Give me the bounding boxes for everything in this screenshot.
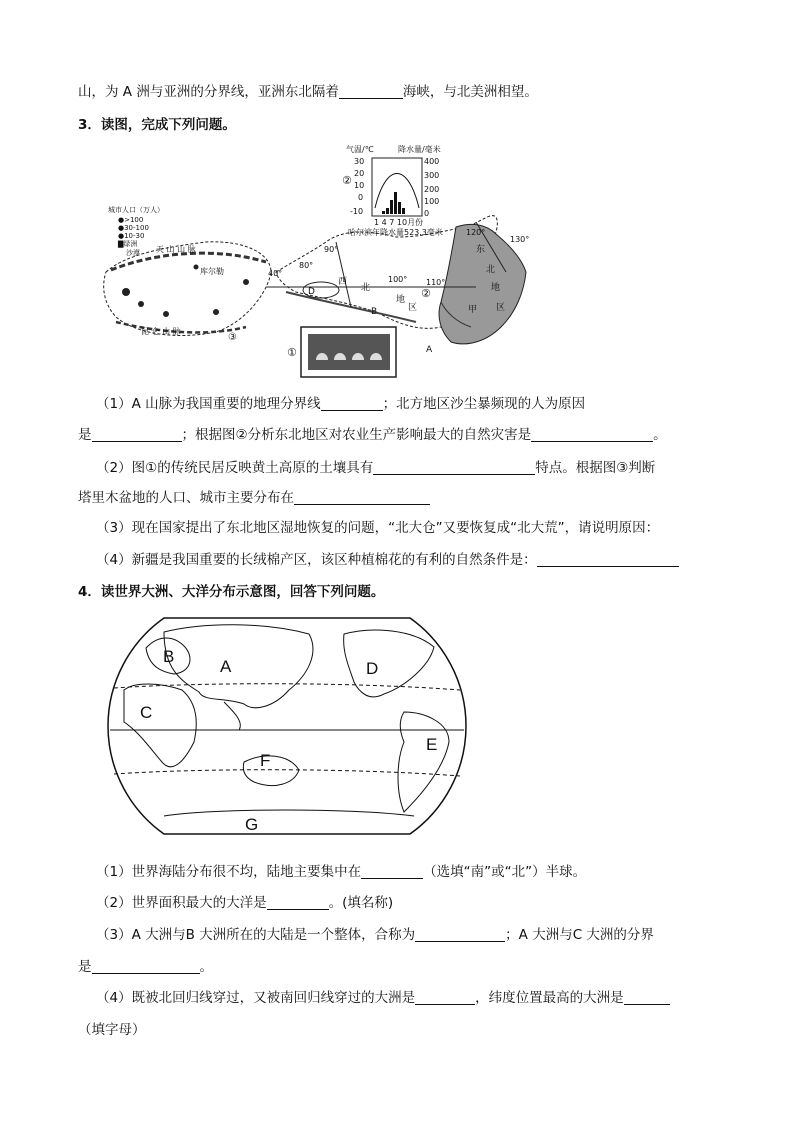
deg100-label: 100° [388, 275, 408, 284]
label-qu2: 区 [496, 303, 506, 313]
label-bei: 北 [361, 283, 371, 293]
label-xi: 西 [338, 277, 348, 287]
answer-blank[interactable] [373, 460, 535, 475]
circle-3-label: ③ [228, 332, 237, 343]
world-map [104, 612, 470, 840]
q3-1-line-b: 是 ；根据图②分析东北地区对农业生产影响最大的自然灾害是 。 [78, 427, 667, 443]
svg-text:1 4 7 10月份: 1 4 7 10月份 [374, 218, 424, 227]
q4-2-line: （2）世界面积最大的大洋是 。(填名称) [96, 895, 394, 911]
text-line-1 [78, 82, 538, 102]
harbin-climate-chart [342, 144, 443, 237]
q4-1-line: （1）世界海陆分布很不均，陆地主要集中在 （选填“南”或“北”）半球。 [96, 864, 587, 880]
deg120-label: 120° [466, 228, 486, 237]
circle-2-label: ② [342, 174, 352, 187]
map-frame [108, 618, 466, 834]
answer-blank[interactable] [92, 959, 200, 974]
q3-4-line: （4）新疆是我国重要的长绒棉产区，该区种植棉花的有利的自然条件是： [96, 550, 679, 570]
q3-3-line: （3）现在国家提出了东北地区湿地恢复的问题，“北大仓”又要恢复成“北大荒”，请说明原因： [96, 520, 660, 536]
circle-1-label: ① [287, 346, 297, 359]
continent-C: C [140, 703, 153, 722]
circle-2b-label: ② [421, 287, 431, 300]
answer-blank[interactable] [339, 84, 403, 99]
deg130-label: 130° [510, 235, 530, 244]
svg-text:400: 400 [424, 157, 440, 166]
climate-title-left: 气温/℃ [346, 145, 374, 154]
climate-caption: 哈尔滨年降水量523.3毫米 [348, 228, 443, 237]
answer-blank[interactable] [415, 927, 505, 942]
svg-text:30: 30 [354, 157, 365, 166]
answer-blank[interactable] [267, 895, 329, 910]
answer-blank[interactable] [321, 396, 383, 411]
svg-text:20: 20 [354, 169, 365, 178]
q4-3-line-b: 是 。 [78, 959, 213, 975]
svg-text:100: 100 [424, 197, 440, 206]
svg-text:-10: -10 [350, 207, 364, 216]
continent-G: G [245, 815, 259, 834]
answer-blank[interactable] [92, 427, 182, 442]
label-B: B [371, 307, 378, 317]
continuation-text: 山，为 A 洲与亚洲的分界线，亚洲东北隔着 [78, 84, 339, 100]
legend-title: 城市人口（万人） [108, 206, 164, 214]
label-dong: 东 [476, 245, 486, 255]
q3-1-line-a: （1）A 山脉为我国重要的地理分界线 ；北方地区沙尘暴频现的人为原因 [96, 396, 586, 412]
q4-4-line: （4）既被北回归线穿过，又被南回归线穿过的大洲是 ，纬度位置最高的大洲是 [96, 988, 670, 1008]
continent-D: D [366, 659, 379, 678]
climate-title-right: 降水量/毫米 [398, 145, 441, 154]
tianshan-label: 天 山 山 脉 [156, 245, 196, 254]
deg40-label: 40° [268, 269, 283, 278]
legend-item-1: ●>100 [118, 216, 144, 224]
deg110-label: 110° [426, 278, 446, 287]
label-qu: 区 [408, 303, 418, 313]
q3-2-line-a: （2）图①的传统民居反映黄土高原的土壤具有 特点。根据图③判断 [96, 460, 656, 476]
label-di2: 地 [491, 283, 501, 293]
answer-blank[interactable] [361, 864, 423, 879]
label-D: D [308, 287, 315, 297]
deg90-label: 90° [324, 245, 339, 254]
label-A: A [426, 345, 433, 355]
q4-3-line-a: （3）A 大洲与B 大洲所在的大陆是一个整体，合称为 ；A 大洲与C 大洲的分界 [96, 927, 654, 943]
kunlun-label: 昆 仑 山 脉 [141, 327, 181, 336]
kuerle-label: 库尔勒 [200, 267, 224, 276]
continent-E: E [426, 735, 438, 754]
legend-item-2: ●30-100 [118, 224, 149, 232]
svg-text:0: 0 [358, 193, 364, 202]
svg-text:300: 300 [424, 171, 440, 180]
legend-item-5: 沙漠 [126, 249, 140, 257]
answer-blank[interactable] [294, 490, 430, 505]
answer-blank[interactable] [624, 990, 670, 1005]
deg80-label: 80° [299, 261, 314, 270]
q4-4-line-b: （填字母） [78, 1022, 146, 1038]
continent-B: B [163, 647, 175, 666]
question-4-title: 4．读世界大洲、大洋分布示意图，回答下列问题。 [78, 584, 385, 600]
answer-blank[interactable] [415, 990, 475, 1005]
answer-blank[interactable] [531, 427, 653, 442]
continuation-text-tail: 海峡，与北美洲相望。 [402, 84, 538, 100]
label-di: 地 [396, 295, 406, 305]
label-jia: 甲 [468, 305, 478, 315]
svg-text:0: 0 [424, 209, 430, 218]
label-bei2: 北 [486, 265, 496, 275]
continent-A: A [220, 657, 232, 676]
question-3-title: 3．读图，完成下列问题。 [78, 117, 236, 133]
svg-text:200: 200 [424, 185, 440, 194]
answer-blank[interactable] [537, 552, 679, 567]
svg-text:10: 10 [354, 181, 365, 190]
china-region-map [96, 142, 546, 382]
legend-item-4: ▇绿洲 [118, 240, 138, 248]
continent-F: F [260, 751, 271, 770]
legend-item-3: ●10-30 [118, 232, 145, 240]
q3-2-line-b: 塔里木盆地的人口、城市主要分布在 [78, 488, 430, 508]
